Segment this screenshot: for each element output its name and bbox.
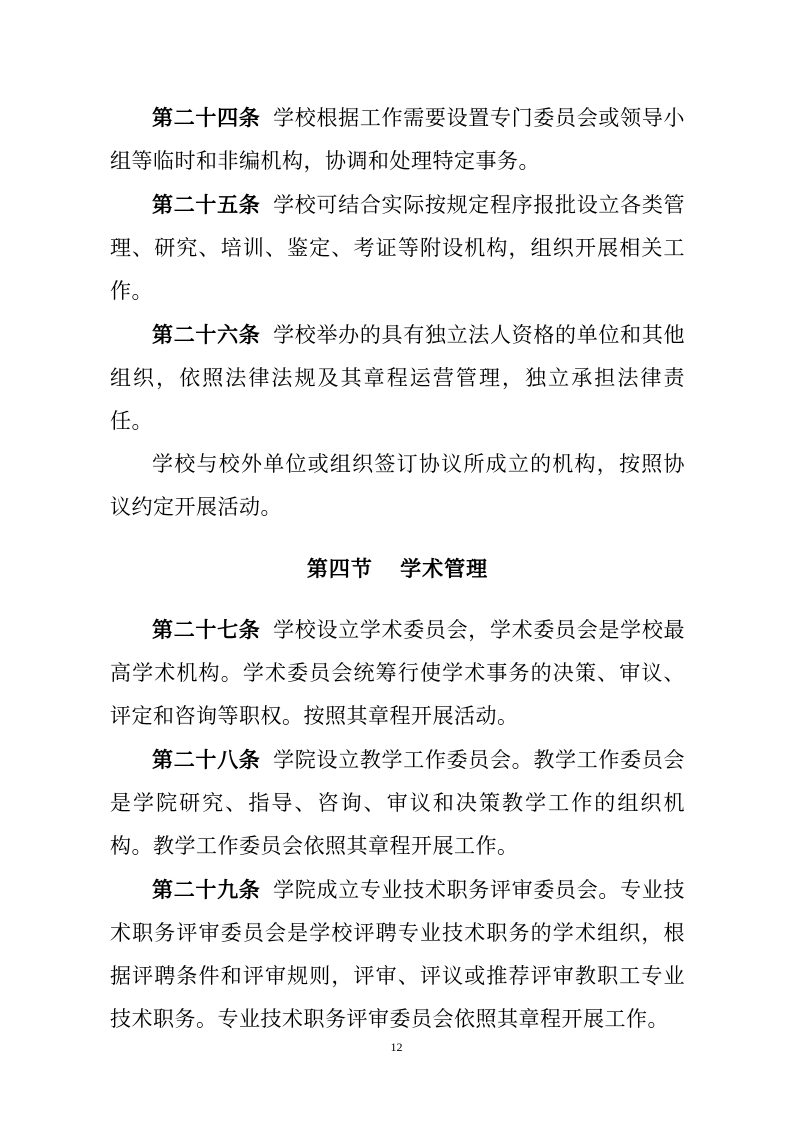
- section-number: 第四节: [306, 556, 373, 581]
- article-text: 学院设立教学工作委员会。教学工作委员会是学院研究、指导、咨询、审议和决策教学工作的组织机构。教学工作委员会依照其章程开展工作。: [110, 748, 686, 858]
- document-body: [110, 96, 685, 1041]
- article-25: [110, 183, 685, 313]
- article-label: 第二十六条: [152, 322, 261, 347]
- article-label: 第二十四条: [152, 105, 261, 130]
- section-heading: [110, 547, 685, 590]
- article-text: 学校可结合实际按规定程序报批设立各类管理、研究、培训、鉴定、考证等附设机构，组织开展相关工作。: [110, 193, 686, 303]
- article-24: [110, 96, 685, 183]
- article-text: 学校根据工作需要设置专门委员会或领导小组等临时和非编机构，协调和处理特定事务。: [110, 106, 686, 173]
- article-text: 学院成立专业技术职务评审委员会。专业技术职务评审委员会是学校评聘专业技术职务的学术组织，根据评聘条件和评审规则，评审、评议或推荐评审教职工专业技术职务。专业技术职务评审委员会依照其章程开展工作。: [110, 878, 686, 1031]
- section-title: 学术管理: [400, 556, 489, 581]
- article-label: 第二十五条: [152, 192, 261, 217]
- article-label: 第二十九条: [152, 877, 261, 902]
- page-number: 12: [390, 1040, 403, 1054]
- article-26: [110, 313, 685, 443]
- article-text: 学校设立学术委员会，学术委员会是学校最高学术机构。学术委员会统筹行使学术事务的决策、审议、评定和咨询等职权。按照其章程开展活动。: [110, 618, 686, 728]
- article-text: 学校举办的具有独立法人资格的单位和其他组织，依照法律法规及其章程运营管理，独立承担法律责任。: [110, 323, 686, 433]
- article-27: [110, 608, 685, 738]
- article-28: [110, 738, 685, 868]
- article-29: [110, 868, 685, 1041]
- plain-paragraph: 学校与校外单位或组织签订协议所成立的机构，按照协议约定开展活动。: [110, 452, 685, 519]
- article-label: 第二十八条: [152, 747, 261, 772]
- article-label: 第二十七条: [152, 617, 261, 642]
